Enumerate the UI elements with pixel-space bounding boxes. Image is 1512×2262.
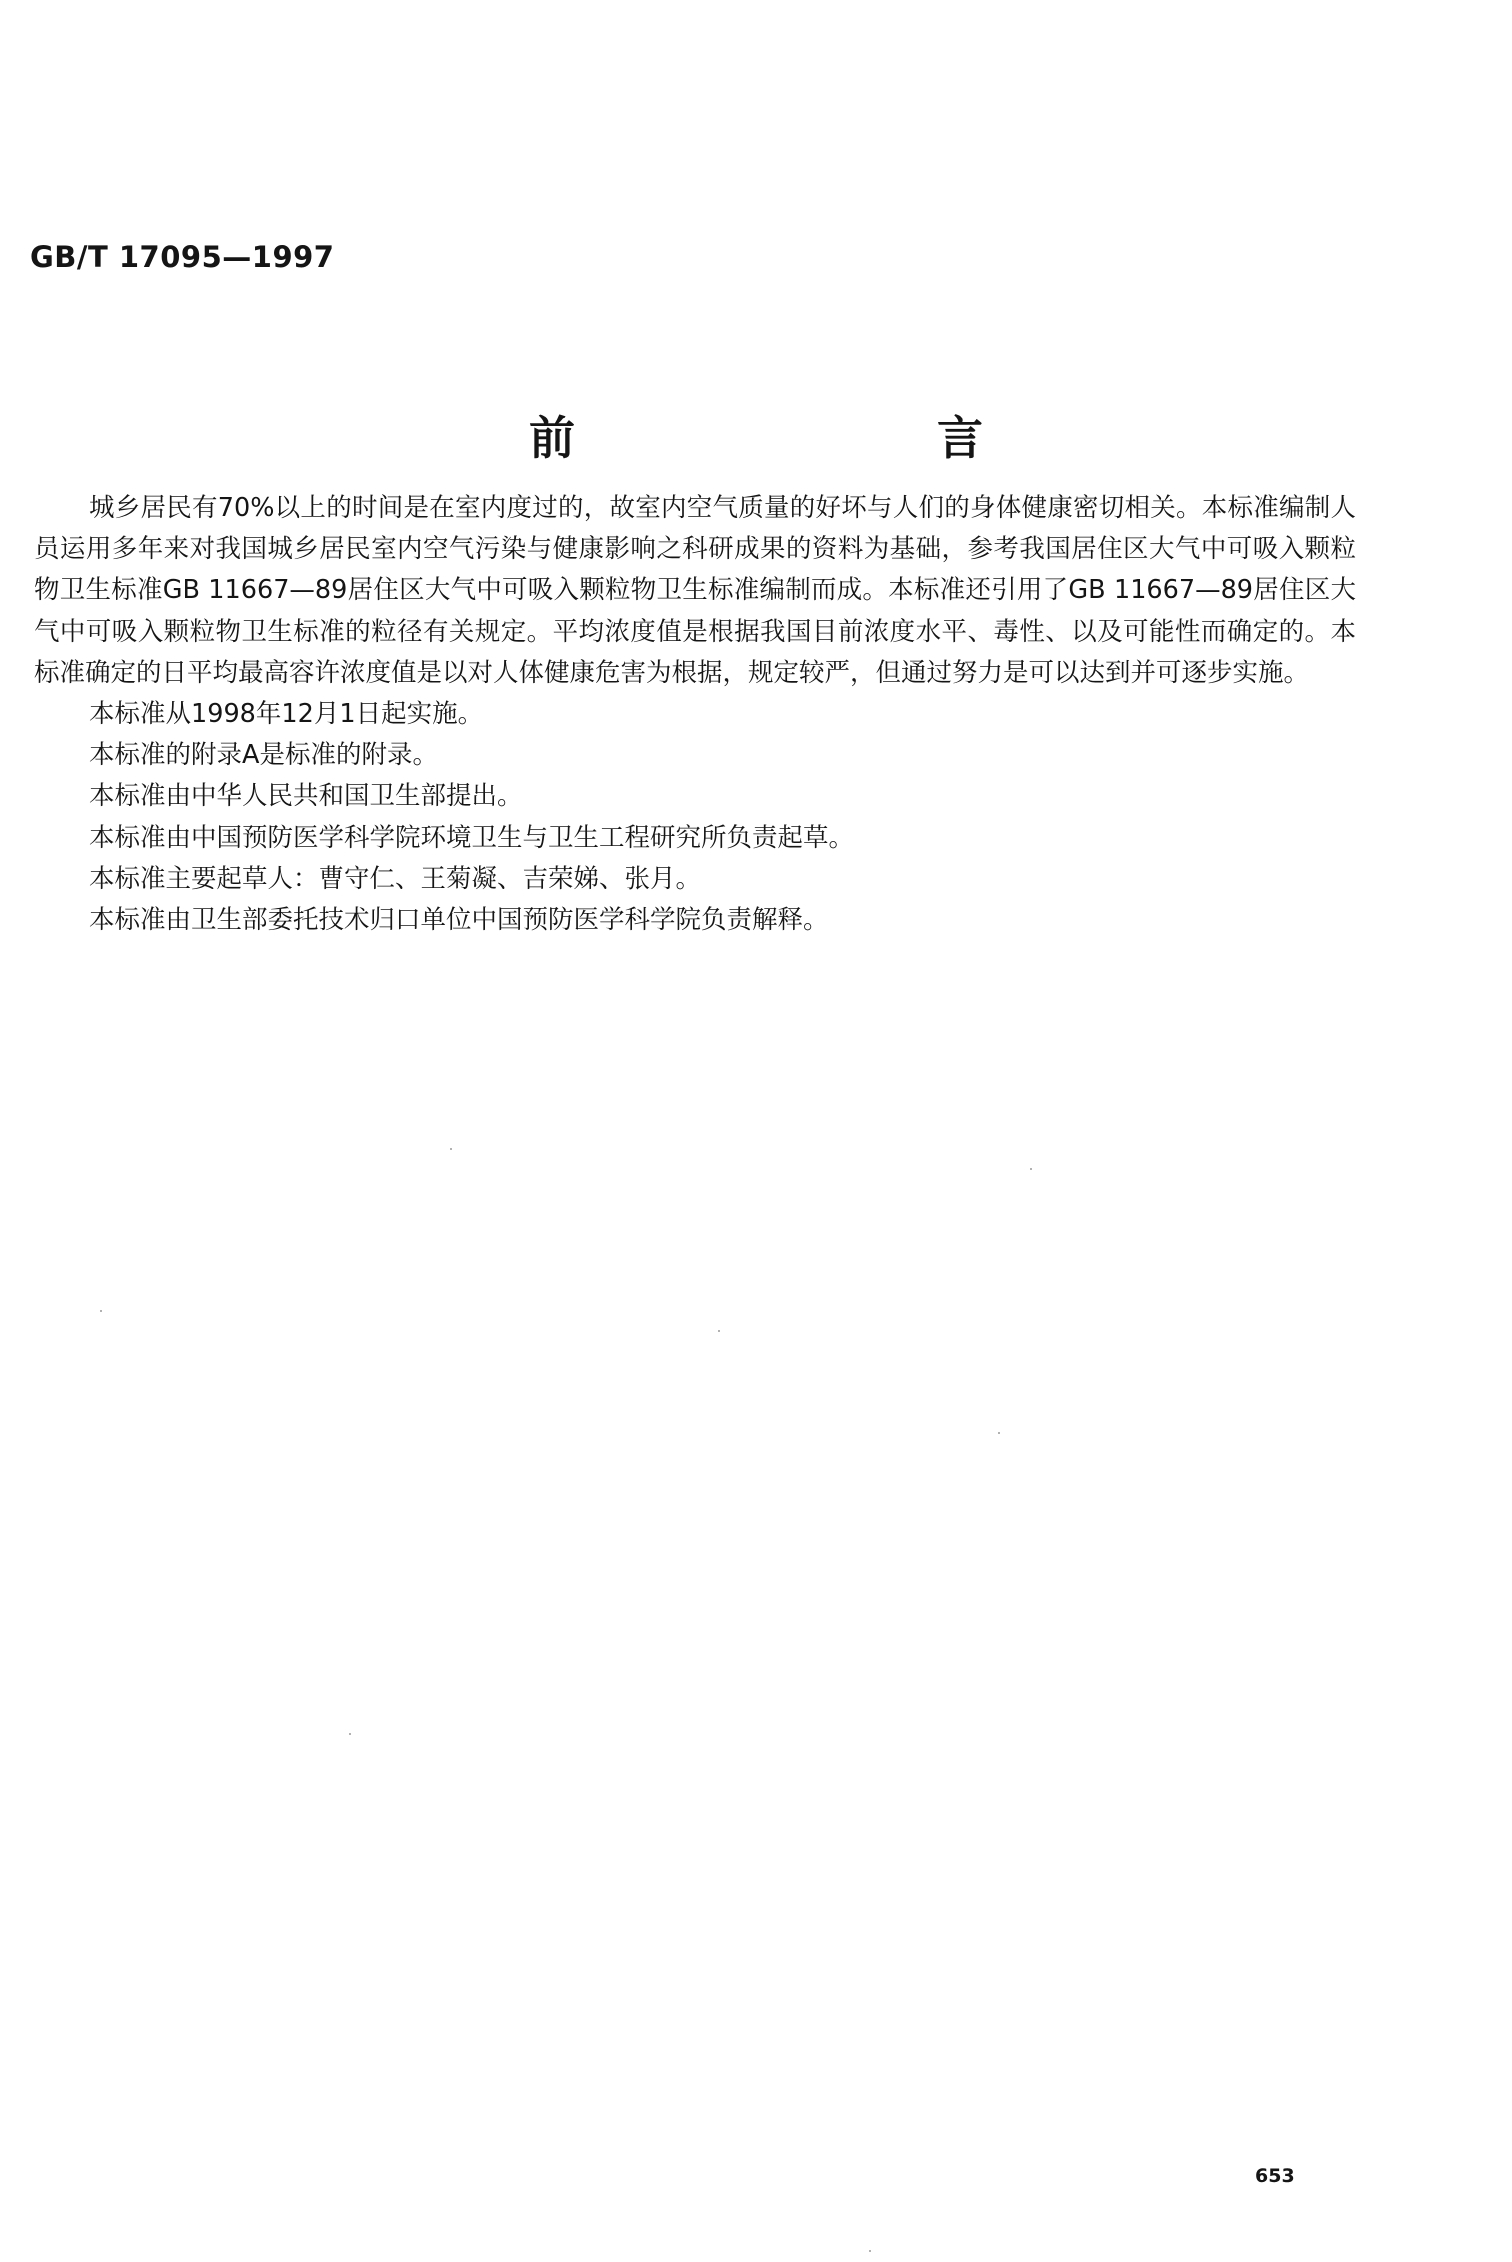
foreword-paragraph: 城乡居民有70%以上的时间是在室内度过的，故室内空气质量的好坏与人们的身体健康密切相关。本标准编制人员运用多年来对我国城乡居民室内空气污染与健康影响之科研成果的资料为基础，参考我国居住区大气中可吸入颗粒物卫生标准GB 11667—89居住区大气中可吸入颗粒物卫生标准编制而成。本标准还引用了GB 11667—89居住区大气中可吸入颗粒物卫生标准的粒径有关规定。平均浓度值是根据我国目前浓度水平、毒性、以及可能性而确定的。本标准确定的日平均最高容许浓度值是以对人体健康危害为根据，规定较严，但通过努力是可以达到并可逐步实施。 bbox=[34, 493, 1356, 688]
standard-code: GB/T 17095—1997 bbox=[30, 240, 335, 274]
foreword-item-effective-date: 本标准从1998年12月1日起实施。 bbox=[89, 699, 484, 730]
page-number: 653 bbox=[1255, 2165, 1295, 2187]
foreword-item-appendix: 本标准的附录A是标准的附录。 bbox=[89, 740, 438, 771]
scan-speck bbox=[718, 1330, 720, 1332]
scan-speck bbox=[1030, 1168, 1032, 1170]
scan-speck bbox=[998, 1432, 1000, 1434]
scan-speck bbox=[349, 1733, 351, 1735]
foreword-body bbox=[34, 488, 1356, 941]
foreword-item-drafters: 本标准主要起草人：曹守仁、王菊凝、吉荣娣、张月。 bbox=[89, 863, 702, 894]
page-title: 前 言 bbox=[529, 411, 1073, 465]
scan-speck bbox=[100, 1310, 102, 1312]
scan-speck bbox=[869, 2250, 871, 2252]
foreword-item-interpretation: 本标准由卫生部委托技术归口单位中国预防医学科学院负责解释。 bbox=[89, 905, 829, 936]
scan-speck bbox=[450, 1148, 452, 1150]
foreword-item-proposer: 本标准由中华人民共和国卫生部提出。 bbox=[89, 781, 523, 812]
foreword-item-drafting-unit: 本标准由中国预防医学科学院环境卫生与卫生工程研究所负责起草。 bbox=[89, 822, 855, 853]
